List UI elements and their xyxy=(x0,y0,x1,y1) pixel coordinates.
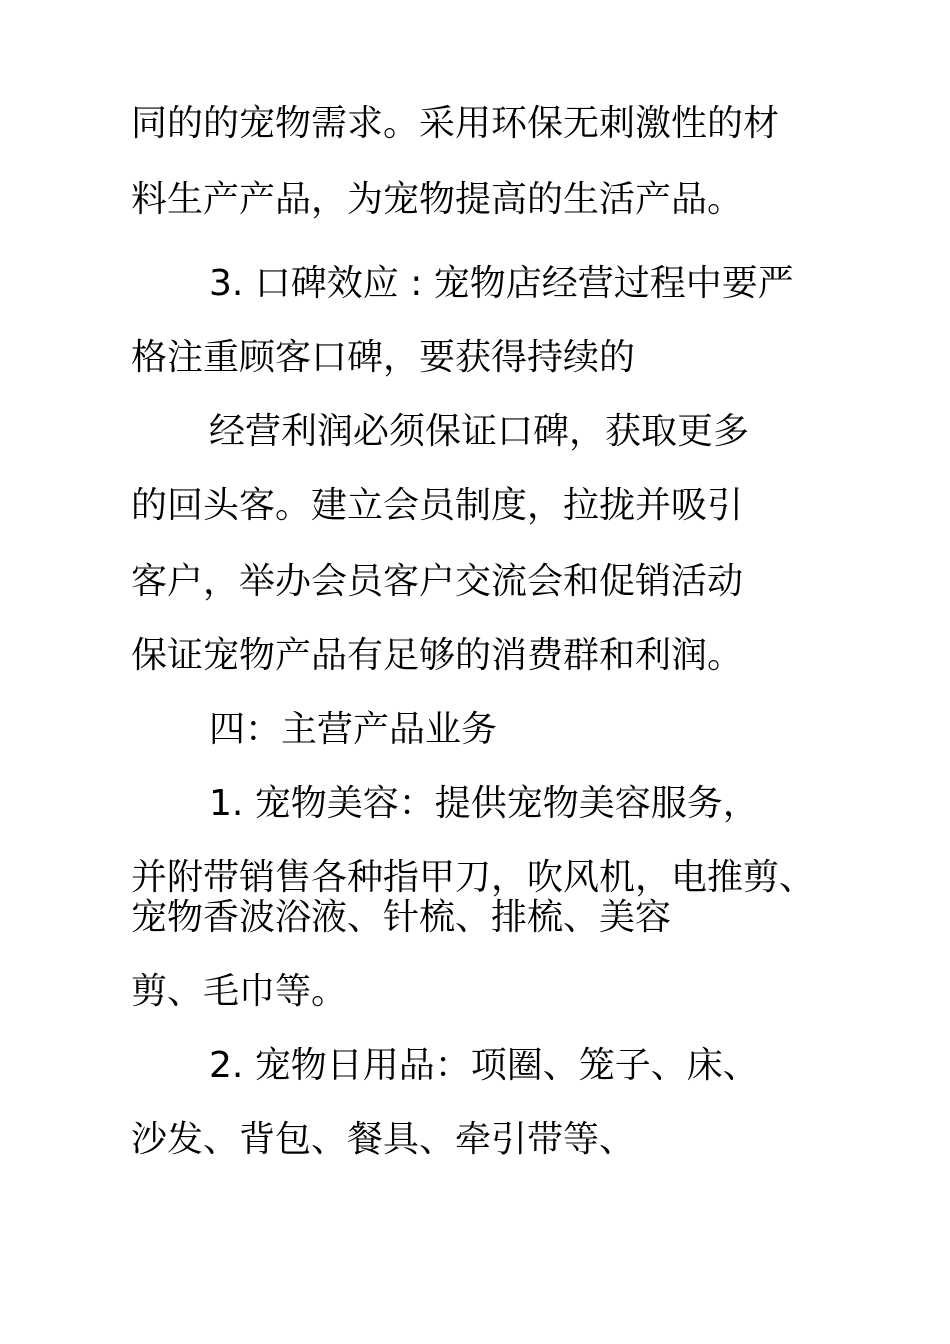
paragraph-line-1: 同的的宠物需求。采用环保无刺激性的材 xyxy=(131,103,780,144)
paragraph-line-10: 1. 宠物美容：提供宠物美容服务， xyxy=(209,783,759,824)
paragraph-line-4: 格注重顾客口碑，要获得持续的 xyxy=(131,337,636,378)
paragraph-line-5: 经营利润必须保证口碑，获取更多 xyxy=(209,411,750,452)
paragraph-line-2: 料生产产品，为宠物提高的生活产品。 xyxy=(131,179,744,220)
paragraph-line-11: 并附带销售各种指甲刀，吹风机，电推剪、 xyxy=(131,857,816,898)
section-heading: 四：主营产品业务 xyxy=(209,709,498,750)
paragraph-line-12: 宠物香波浴液、针梳、排梳、美容 xyxy=(131,897,672,938)
paragraph-line-3: 3. 口碑效应 : 宠物店经营过程中要严 xyxy=(209,263,794,304)
paragraph-line-6: 的回头客。建立会员制度，拉拢并吸引 xyxy=(131,485,744,526)
paragraph-line-7: 客户，举办会员客户交流会和促销活动 xyxy=(131,561,744,602)
paragraph-line-8: 保证宠物产品有足够的消费群和利润。 xyxy=(131,635,744,676)
paragraph-line-15: 沙发、背包、餐具、牵引带等、 xyxy=(131,1119,636,1160)
paragraph-line-14: 2. 宠物日用品：项圈、笼子、床、 xyxy=(209,1045,759,1086)
paragraph-line-13: 剪、毛巾等。 xyxy=(131,971,348,1012)
